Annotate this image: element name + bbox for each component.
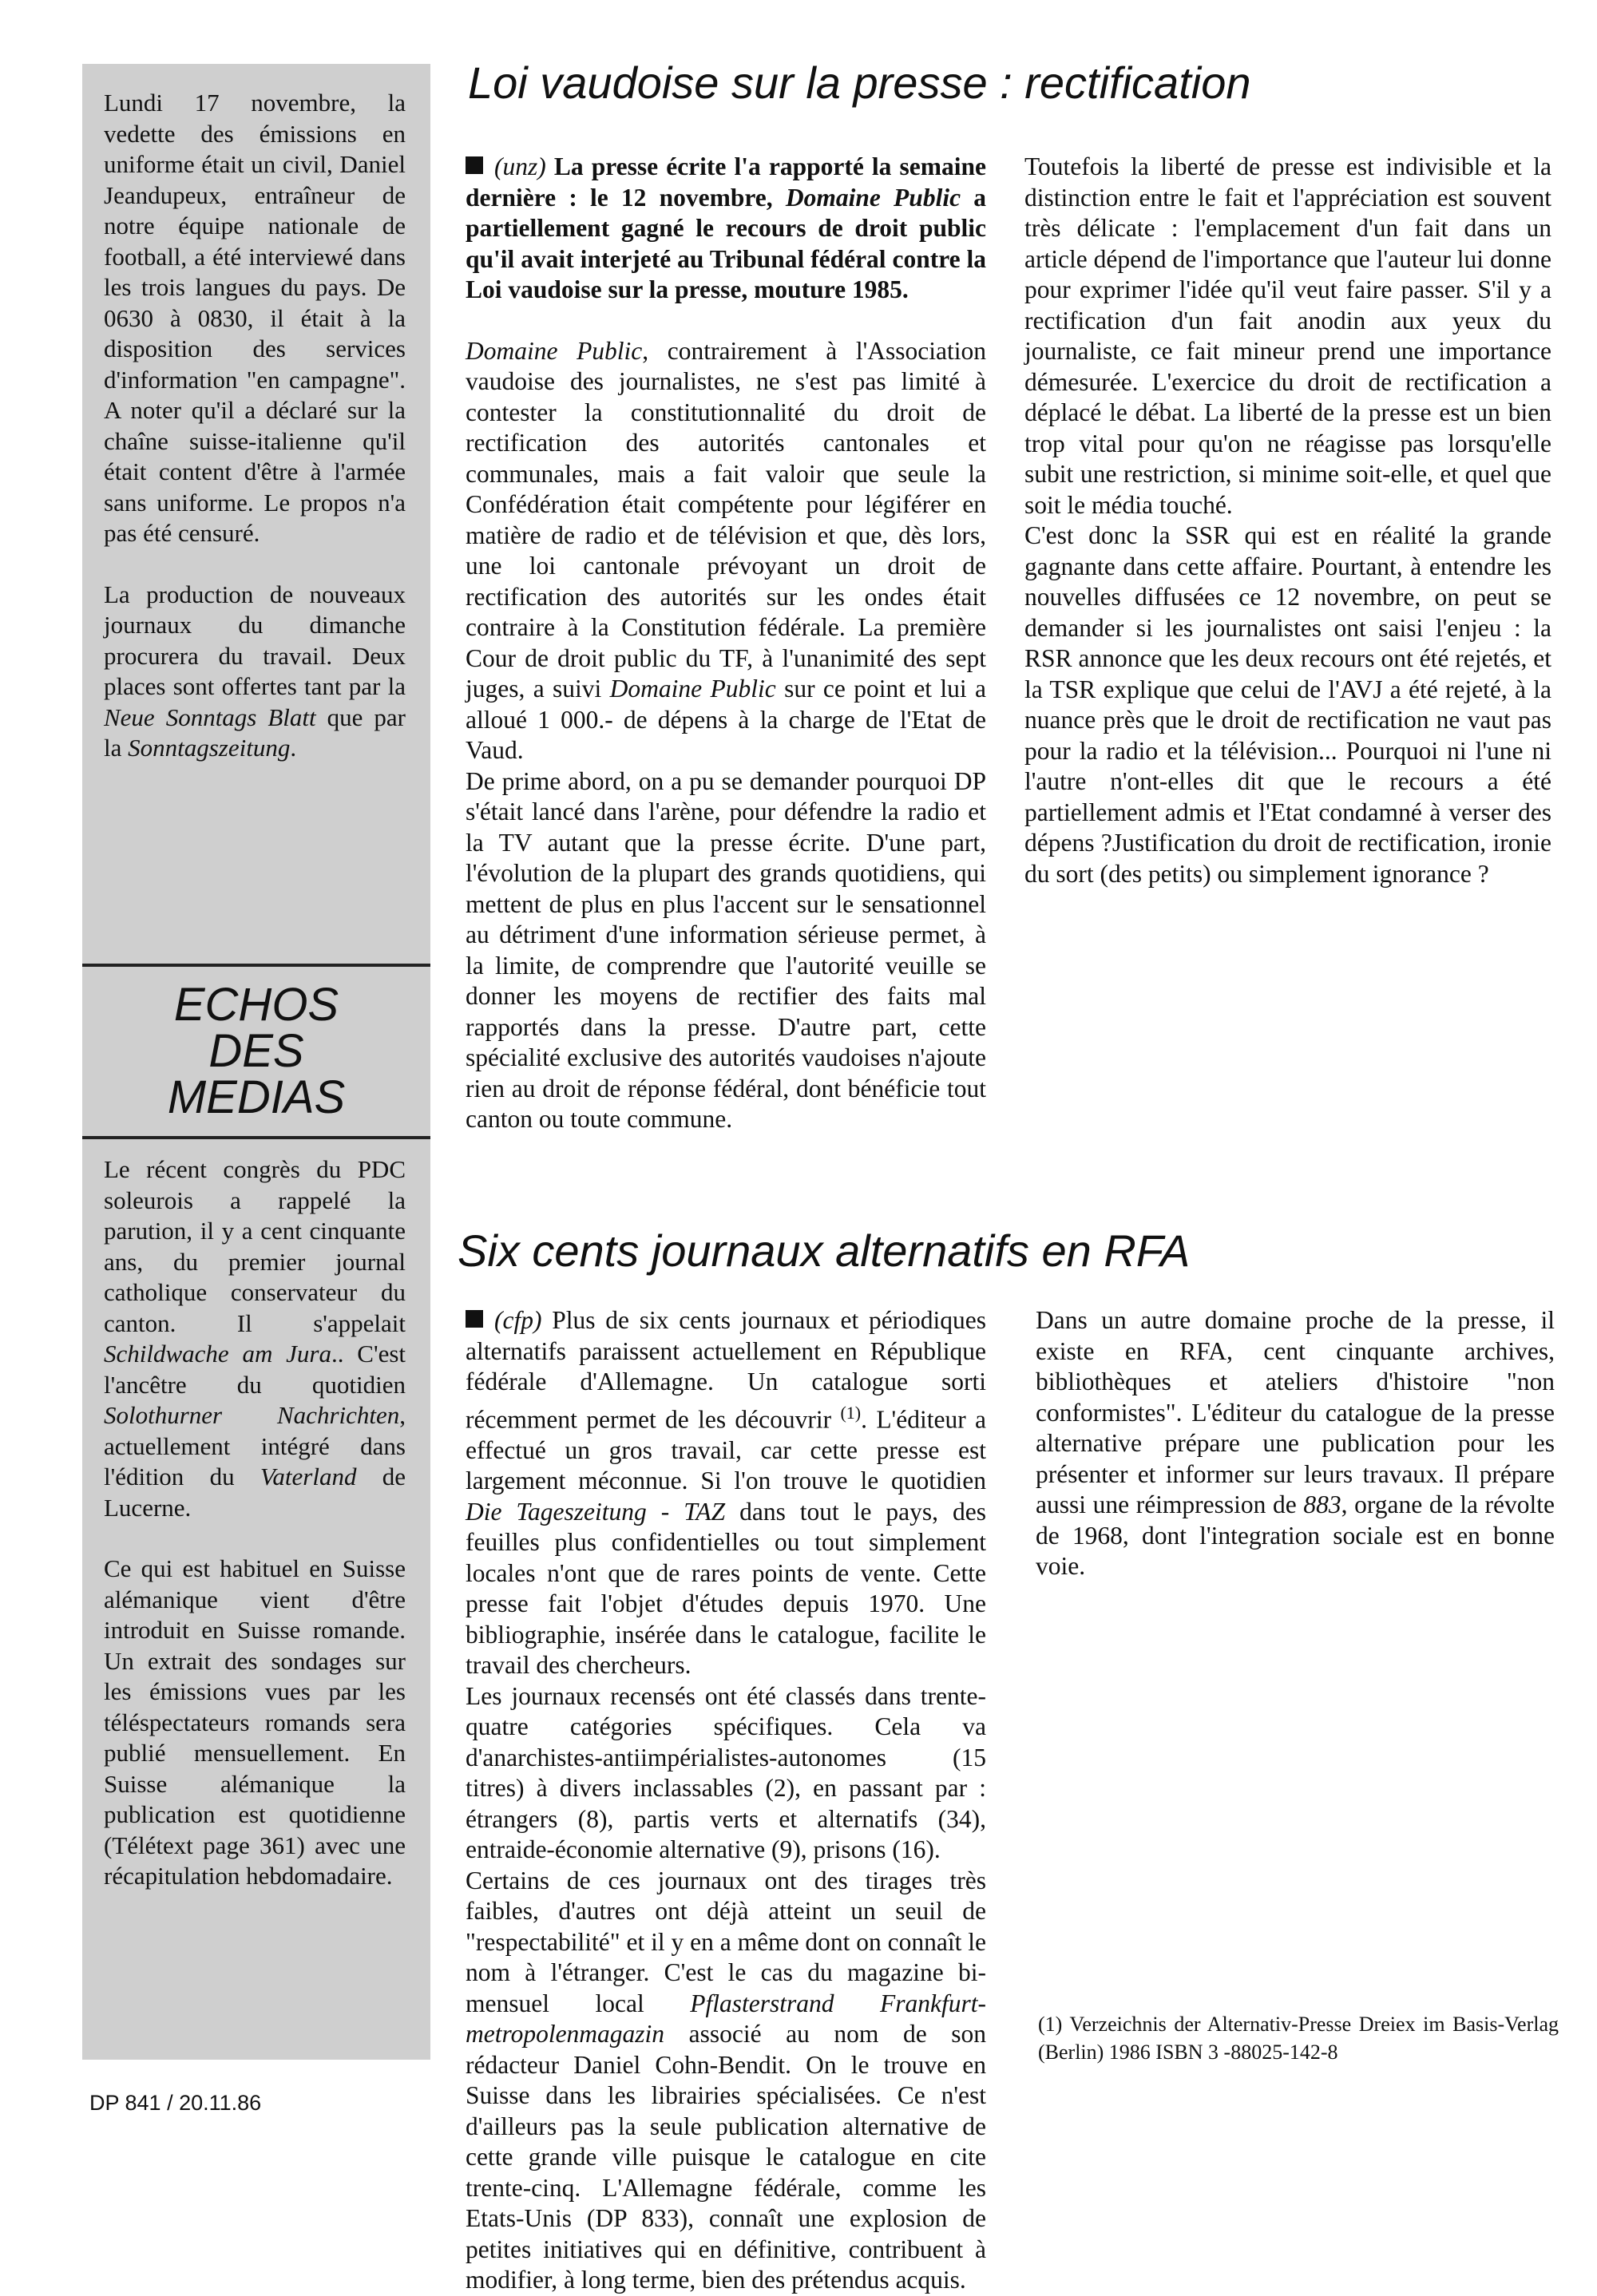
page-folio: DP 841 / 20.11.86 <box>89 2091 262 2115</box>
article-column-left <box>466 152 986 1135</box>
square-bullet-icon <box>466 1310 483 1328</box>
article-lead: (unz) La presse écrite l'a rapporté la semaine dernière : le 12 novembre, Domaine Public a partiellement gagné le recours de droit public qu'il avait interjeté au Tribunal fédéral contre la Loi vaudoise sur la presse, mouture 1985. <box>466 152 987 303</box>
article-paragraph: Certains de ces journaux ont des tirages très faibles, d'autres ont déjà atteint un seuil de "respectabilité" et il y en a même dont on connaît le nom à l'étranger. C'est le cas du magazine bi-mensuel local Pflasterstrand Frankfurt-metropolenmagazin associé au nom de son rédacteur Daniel Cohn-Bendit. On le trouve en Suisse dans les librairies spécialisées. Ce n'est d'ailleurs pas la seule publication alternative de cette grande ville puisque le catalogue en cite trente-cinq. L'Allemagne fédérale, comme les Etats-Unis (DP 833), connaît une explosion de petites initiatives qui en définitive, contribuent à modifier, à long terme, bien des prétendus acquis. <box>466 1866 986 2294</box>
square-bullet-icon <box>466 156 483 174</box>
sidebar-paragraph: Lundi 17 novembre, la vedette des émissions en uniforme était un civil, Daniel Jeandupeux, entraîneur de notre équipe nationale de football, a été interviewé dans les trois langues du pays. De 0630 à 0830, il était à la disposition des services d'information "en campagne". A noter qu'il a déclaré sur la chaîne suisse-italienne qu'il était content d'être à l'armée sans uniforme. Le propos n'a pas été censuré. <box>104 89 406 547</box>
article-paragraph: Dans un autre domaine proche de la presse, il existe en RFA, cent cinquante archives, bibliothèques et ateliers d'histoire "non conformistes". L'éditeur du catalogue de la presse alternative prépare une publication pour les présenter et informer sur leurs travaux. Il prépare aussi une réimpression de 883, organe de la révolte de 1968, dont l'integration sociale est en bonne voie. <box>1036 1306 1555 1580</box>
footnote: (1) Verzeichnis der Alternativ-Presse Dreiex im Basis-Verlag (Berlin) 1986 ISBN 3 -88025-142-8 <box>1038 2013 1559 2064</box>
article-headline: Loi vaudoise sur la presse : rectification <box>468 57 1251 108</box>
article-paragraph: Toutefois la liberté de presse est indivisible et la distinction entre le fait et l'appréciation est souvent très délicate : l'emplacement d'un fait dans un article dépend de l'importance que l'auteur lui donne pour exprimer l'idée qu'il veut faire passer. S'il y a rectification d'un fait anodin aux yeux du journaliste, ce fait mineur prend une importance démesurée. L'exercice du droit de rectification a déplacé le débat. La liberté de la presse est un bien trop vital pour qu'on ne réagisse pas lorsqu'elle subit une restriction, si minime soit-elle, et quel que soit le média touché. <box>1024 152 1551 519</box>
article-paragraph: (cfp) Plus de six cents journaux et périodiques alternatifs paraissent actuellement en République fédérale d'Allemagne. Un catalogue sorti récemment permet de les découvrir $^{(1)}$. L'éditeur a effectué un gros travail, car cette presse est largement méconnue. Si l'on trouve le quotidien Die Tageszeitung - TAZ dans tout le pays, des feuilles plus confidentielles ou tout simplement locales n'ont que de rares points de vente. Cette presse fait l'objet d'études depuis 1970. Une bibliographie, insérée dans le catalogue, facilite le travail des chercheurs. <box>466 1306 986 1679</box>
section-title: ECHOS DES MEDIAS <box>167 979 346 1123</box>
article-column-right <box>1024 152 1551 889</box>
article-paragraph: De prime abord, on a pu se demander pourquoi DP s'était lancé dans l'arène, pour défendre la radio et la TV autant que la presse écrite. D'une part, l'évolution de la plupart des grands quotidiens, qui mettent de plus en plus l'accent sur le sensationnel au détriment d'une information sérieuse permet, à la limite, de comprendre que l'autorité veuille se donner les moyens de rectifier des faits mal rapportés dans la presse. D'autre part, cette spécialité exclusive des autorités vaudoises n'ajoute rien au droit de réponse fédéral, dont bénéficie tout canton ou toute commune. <box>466 766 986 1133</box>
article-headline: Six cents journaux alternatifs en RFA <box>458 1225 1191 1276</box>
footnote-reference: (1) <box>840 1402 862 1423</box>
article-paragraph: Les journaux recensés ont été classés dans trente-quatre catégories spécifiques. Cela va d'anarchistes-antiimpérialistes-autonomes (15 titres) à divers inclassables (2), en passant par : étrangers (8), partis verts et alternatifs (34), entraide-économie alternative (9), prisons (16). <box>466 1681 986 1863</box>
sidebar-intro <box>104 88 406 764</box>
sidebar-paragraph: Ce qui est habituel en Suisse alémanique vient d'être introduit en Suisse romande. Un extrait des sondages sur les émissions vues par les téléspectateurs romands sera publié mensuellement. En Suisse alémanique la publication est quotidienne (Télétext page 361) avec une récapitulation hebdomadaire. <box>104 1554 406 1890</box>
sidebar-echos <box>104 1154 406 1892</box>
sidebar-paragraph: Le récent congrès du PDC soleurois a rappelé la parution, il y a cent cinquante ans, du premier journal catholique conservateur du canton. Il s'appelait Schildwache am Jura.. C'est l'ancêtre du quotidien Solothurner Nachrichten, actuellement intégré dans l'édition du Vaterland de Lucerne. <box>104 1155 406 1522</box>
article-paragraph: C'est donc la SSR qui est en réalité la grande gagnante dans cette affaire. Pourtant, à entendre les nouvelles diffusées ce 12 novembre, on peut se demander si les journalistes ont saisi l'enjeu : la RSR annonce que les deux recours ont été rejetés, et la TSR explique que celui de l'AVJ a été rejeté, à la nuance près que le droit de rectification ne vaut pas pour la radio et la télévision... Pourquoi ni l'une ni l'autre n'ont-elles dit que le recours a été partiellement admis et l'Etat condamné à verser des dépens ?Justification du droit de rectification, ironie du sort (des petits) ou simplement ignorance ? <box>1024 521 1551 888</box>
echos-des-medias-header <box>82 964 430 1139</box>
article-column-right <box>1036 1305 1555 1582</box>
article-paragraph: Domaine Public, contrairement à l'Association vaudoise des journalistes, ne s'est pas limité à contester la constitutionnalité du droit de rectification des autorités cantonales et communales, mais a fait valoir que seule la Confédération était compétente pour légiférer en matière de radio et de télévision et que, dès lors, une loi cantonale prévoyant un droit de rectification des autorités sur les ondes était contraire à la Constitution fédérale. La première Cour de droit public du TF, à l'unanimité des sept juges, a suivi Domaine Public sur ce point et lui a alloué 1 000.- de dépens à la charge de l'Etat de Vaud. <box>466 336 986 764</box>
article-column-left <box>466 1305 986 2296</box>
sidebar-paragraph: La production de nouveaux journaux du dimanche procurera du travail. Deux places sont offertes tant par la Neue Sonntags Blatt que par la Sonntagszeitung. <box>104 580 406 762</box>
